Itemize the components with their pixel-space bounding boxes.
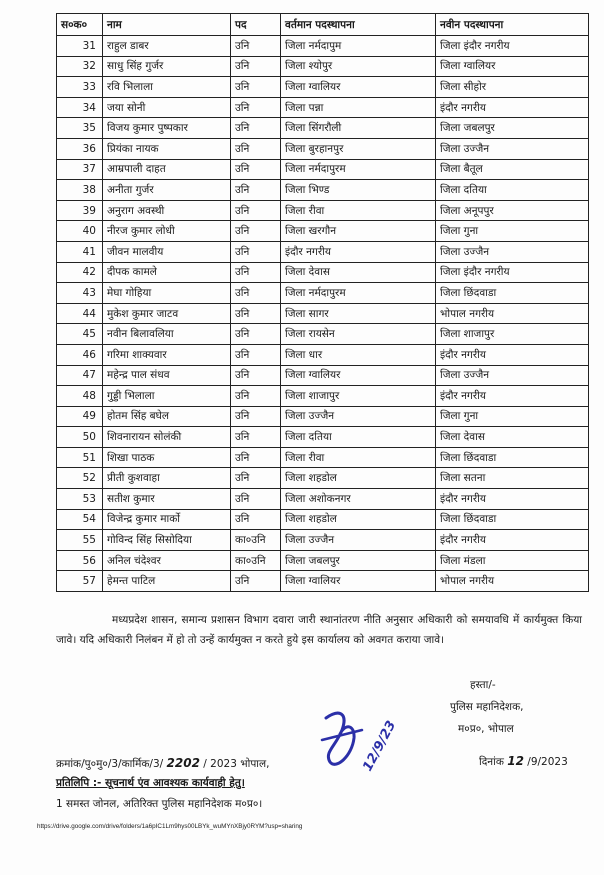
- cell-name: गुड्डी भिलाला: [103, 386, 231, 407]
- cell-new-posting: जिला दतिया: [436, 180, 589, 201]
- cell-new-posting: जिला बैतूल: [436, 159, 589, 180]
- table-row: [57, 571, 589, 592]
- cell-post: उनि: [231, 118, 281, 139]
- cell-serial: 48: [57, 386, 103, 407]
- cell-post: उनि: [231, 159, 281, 180]
- cell-post: उनि: [231, 56, 281, 77]
- table-row: [57, 200, 589, 221]
- cell-name: साधु सिंह गुर्जर: [103, 56, 231, 77]
- cell-new-posting: जिला उज्जैन: [436, 365, 589, 386]
- handwritten-initial-signature: [318, 700, 428, 790]
- cell-serial: 31: [57, 36, 103, 57]
- transfer-table: [56, 13, 589, 592]
- cell-current-posting: जिला शाजापुर: [281, 386, 436, 407]
- cell-name: सतीश कुमार: [103, 489, 231, 510]
- reference-handwritten-number: 2202: [166, 756, 200, 770]
- handwritten-date: 12/9/23: [360, 718, 400, 774]
- signature-line: हस्ता/-: [470, 679, 496, 691]
- date-day: 12: [507, 754, 524, 768]
- cell-post: उनि: [231, 97, 281, 118]
- table-row: [57, 118, 589, 139]
- cell-serial: 55: [57, 530, 103, 551]
- reference-suffix: / 2023 भोपाल,: [203, 758, 270, 770]
- cell-serial: 54: [57, 509, 103, 530]
- cell-new-posting: भोपाल नगरीय: [436, 303, 589, 324]
- cell-new-posting: इंदौर नगरीय: [436, 344, 589, 365]
- cell-name: महेन्द्र पाल संधव: [103, 365, 231, 386]
- table-row: [57, 550, 589, 571]
- cell-post: उनि: [231, 200, 281, 221]
- cell-current-posting: जिला देवास: [281, 262, 436, 283]
- cell-new-posting: जिला ग्वालियर: [436, 56, 589, 77]
- cell-current-posting: जिला नर्मदापुरम: [281, 283, 436, 304]
- cell-post: उनि: [231, 36, 281, 57]
- reference-number: [56, 756, 269, 771]
- cell-serial: 36: [57, 138, 103, 159]
- copy-heading: प्रतिलिपि :- सूचनार्थ एंव आवश्यक कार्यवाही हेतु।: [56, 777, 245, 789]
- cell-current-posting: जिला उज्जैन: [281, 530, 436, 551]
- cell-post: उनि: [231, 489, 281, 510]
- cell-serial: 50: [57, 427, 103, 448]
- table-row: [57, 138, 589, 159]
- issue-date: [479, 754, 568, 769]
- cell-current-posting: इंदौर नगरीय: [281, 241, 436, 262]
- cell-name: होतम सिंह बघेल: [103, 406, 231, 427]
- table-row: [57, 97, 589, 118]
- date-label: दिनांक: [479, 756, 504, 768]
- cell-name: हेमन्त पाटिल: [103, 571, 231, 592]
- cell-current-posting: जिला सागर: [281, 303, 436, 324]
- table-row: [57, 77, 589, 98]
- signatory-location: म०प्र०, भोपाल: [458, 723, 514, 735]
- cell-name: गरिमा शाक्यवार: [103, 344, 231, 365]
- cell-name: विजय कुमार पुष्पकार: [103, 118, 231, 139]
- cell-new-posting: जिला छिंदवाडा: [436, 509, 589, 530]
- cell-serial: 35: [57, 118, 103, 139]
- table-row: [57, 530, 589, 551]
- cell-current-posting: जिला रीवा: [281, 200, 436, 221]
- cell-serial: 53: [57, 489, 103, 510]
- table-row: [57, 56, 589, 77]
- cell-serial: 46: [57, 344, 103, 365]
- cell-serial: 47: [57, 365, 103, 386]
- cell-current-posting: जिला रीवा: [281, 447, 436, 468]
- cell-current-posting: जिला रायसेन: [281, 324, 436, 345]
- header-name: नाम: [103, 14, 231, 36]
- cell-name: मुकेश कुमार जाटव: [103, 303, 231, 324]
- cell-current-posting: जिला ग्वालियर: [281, 365, 436, 386]
- cell-serial: 39: [57, 200, 103, 221]
- cell-name: शिखा पाठक: [103, 447, 231, 468]
- cell-new-posting: जिला शाजापुर: [436, 324, 589, 345]
- cell-name: अनिल चंदेश्वर: [103, 550, 231, 571]
- cell-post: उनि: [231, 509, 281, 530]
- signatory-title: पुलिस महानिदेशक,: [450, 701, 524, 713]
- cell-post: उनि: [231, 447, 281, 468]
- table-body: [57, 36, 589, 592]
- cell-current-posting: जिला अशोकनगर: [281, 489, 436, 510]
- cell-post: उनि: [231, 262, 281, 283]
- cell-current-posting: जिला भिण्ड: [281, 180, 436, 201]
- cell-post: उनि: [231, 77, 281, 98]
- cell-serial: 34: [57, 97, 103, 118]
- cell-new-posting: भोपाल नगरीय: [436, 571, 589, 592]
- cell-serial: 49: [57, 406, 103, 427]
- table-row: [57, 283, 589, 304]
- cell-serial: 52: [57, 468, 103, 489]
- cell-serial: 51: [57, 447, 103, 468]
- cell-serial: 44: [57, 303, 103, 324]
- cell-serial: 33: [57, 77, 103, 98]
- table-row: [57, 36, 589, 57]
- cell-name: प्रियंका नायक: [103, 138, 231, 159]
- header-serial: स०क०: [57, 14, 103, 36]
- cell-current-posting: जिला जबलपुर: [281, 550, 436, 571]
- cell-name: आम्रपाली दाहत: [103, 159, 231, 180]
- cell-current-posting: जिला पन्ना: [281, 97, 436, 118]
- cell-post: उनि: [231, 324, 281, 345]
- cell-new-posting: जिला उज्जैन: [436, 241, 589, 262]
- cell-name: जीवन मालवीय: [103, 241, 231, 262]
- cell-current-posting: जिला शहडोल: [281, 509, 436, 530]
- cell-current-posting: जिला ग्वालियर: [281, 77, 436, 98]
- table-row: [57, 489, 589, 510]
- table-row: [57, 180, 589, 201]
- cell-new-posting: जिला सीहोर: [436, 77, 589, 98]
- cell-current-posting: जिला ग्वालियर: [281, 571, 436, 592]
- cell-name: शिवनारायन सोलंकी: [103, 427, 231, 448]
- cell-current-posting: जिला उज्जैन: [281, 406, 436, 427]
- cell-serial: 43: [57, 283, 103, 304]
- cell-post: उनि: [231, 365, 281, 386]
- cell-post: उनि: [231, 427, 281, 448]
- table-row: [57, 509, 589, 530]
- table-row: [57, 447, 589, 468]
- cell-new-posting: इंदौर नगरीय: [436, 530, 589, 551]
- cell-serial: 40: [57, 221, 103, 242]
- table-row: [57, 221, 589, 242]
- table-row: [57, 241, 589, 262]
- instruction-paragraph: मध्यप्रदेश शासन, समान्य प्रशासन विभाग दवारा जारी स्थानांतरण नीति अनुसार अधिकारी को समयावधि में कार्यमुक्त किया जावे। यदि अधिकारी निलंबन में हो तो उन्हें कार्यमुक्त न करते हुये इस कार्यालय को अवगत कराया जावे।: [56, 614, 582, 646]
- cell-new-posting: इंदौर नगरीय: [436, 386, 589, 407]
- cell-serial: 37: [57, 159, 103, 180]
- cell-post: उनि: [231, 571, 281, 592]
- cell-name: अनुराग अवस्थी: [103, 200, 231, 221]
- cell-new-posting: जिला छिंदवाडा: [436, 447, 589, 468]
- cell-new-posting: इंदौर नगरीय: [436, 489, 589, 510]
- cell-serial: 57: [57, 571, 103, 592]
- cell-new-posting: जिला जबलपुर: [436, 118, 589, 139]
- cell-post: का०उनि: [231, 530, 281, 551]
- cell-current-posting: जिला दतिया: [281, 427, 436, 448]
- cell-current-posting: जिला श्योपुर: [281, 56, 436, 77]
- cell-current-posting: जिला सिंगरौली: [281, 118, 436, 139]
- cell-name: दीपक कामले: [103, 262, 231, 283]
- table-header-row: [57, 14, 589, 36]
- cell-current-posting: जिला धार: [281, 344, 436, 365]
- cell-name: गोविन्द सिंह सिसोदिया: [103, 530, 231, 551]
- table-row: [57, 427, 589, 448]
- cell-new-posting: इंदौर नगरीय: [436, 97, 589, 118]
- header-current-posting: वर्तमान पदस्थापना: [281, 14, 436, 36]
- cell-post: उनि: [231, 138, 281, 159]
- cell-name: विजेन्द्र कुमार मार्को: [103, 509, 231, 530]
- cell-post: उनि: [231, 344, 281, 365]
- cell-post: उनि: [231, 406, 281, 427]
- table-row: [57, 324, 589, 345]
- cell-serial: 42: [57, 262, 103, 283]
- header-new-posting: नवीन पदस्थापना: [436, 14, 589, 36]
- header-post: पद: [231, 14, 281, 36]
- cell-post: उनि: [231, 241, 281, 262]
- cell-serial: 56: [57, 550, 103, 571]
- cell-post: उनि: [231, 303, 281, 324]
- cell-current-posting: जिला नर्मदापुरम: [281, 159, 436, 180]
- cell-current-posting: जिला खरगौन: [281, 221, 436, 242]
- cell-post: का०उनि: [231, 550, 281, 571]
- cell-serial: 45: [57, 324, 103, 345]
- cell-post: उनि: [231, 468, 281, 489]
- cell-serial: 38: [57, 180, 103, 201]
- cell-post: उनि: [231, 221, 281, 242]
- table-row: [57, 159, 589, 180]
- cell-name: नवीन बिलावलिया: [103, 324, 231, 345]
- table-row: [57, 365, 589, 386]
- table-row: [57, 303, 589, 324]
- cell-new-posting: जिला देवास: [436, 427, 589, 448]
- cell-current-posting: जिला शहडोल: [281, 468, 436, 489]
- cell-new-posting: जिला सतना: [436, 468, 589, 489]
- cell-new-posting: जिला गुना: [436, 221, 589, 242]
- cell-new-posting: जिला उज्जैन: [436, 138, 589, 159]
- cell-name: जया सोनी: [103, 97, 231, 118]
- cell-new-posting: जिला छिंदवाडा: [436, 283, 589, 304]
- cell-name: नीरज कुमार लोधी: [103, 221, 231, 242]
- cell-name: मेघा गोहिया: [103, 283, 231, 304]
- cell-post: उनि: [231, 386, 281, 407]
- cell-new-posting: जिला इंदौर नगरीय: [436, 262, 589, 283]
- cell-current-posting: जिला नर्मदापुम: [281, 36, 436, 57]
- copy-recipient: 1 समस्त जोनल, अतिरिक्त पुलिस महानिदेशक म०प्र०।: [56, 798, 263, 810]
- table-row: [57, 468, 589, 489]
- cell-post: उनि: [231, 180, 281, 201]
- cell-new-posting: जिला अनूपपुर: [436, 200, 589, 221]
- cell-new-posting: जिला इंदौर नगरीय: [436, 36, 589, 57]
- table-row: [57, 406, 589, 427]
- cell-name: अनीता गुर्जर: [103, 180, 231, 201]
- table-row: [57, 344, 589, 365]
- table-row: [57, 386, 589, 407]
- cell-serial: 41: [57, 241, 103, 262]
- reference-prefix: क्रमांक/पु०मु०/3/कार्मिक/3/: [56, 758, 164, 770]
- cell-name: रवि भिलाला: [103, 77, 231, 98]
- cell-new-posting: जिला मंडला: [436, 550, 589, 571]
- cell-new-posting: जिला गुना: [436, 406, 589, 427]
- cell-current-posting: जिला बुरहानपुर: [281, 138, 436, 159]
- date-rest: /9/2023: [527, 756, 568, 768]
- cell-post: उनि: [231, 283, 281, 304]
- cell-serial: 32: [57, 56, 103, 77]
- drive-link[interactable]: https://drive.google.com/drive/folders/1a6pIC1Lm9hys00LBYk_wuMYnXBjy0RYM?usp=sharing: [37, 823, 303, 830]
- cell-name: राहुल डाबर: [103, 36, 231, 57]
- cell-name: प्रीती कुशवाहा: [103, 468, 231, 489]
- table-row: [57, 262, 589, 283]
